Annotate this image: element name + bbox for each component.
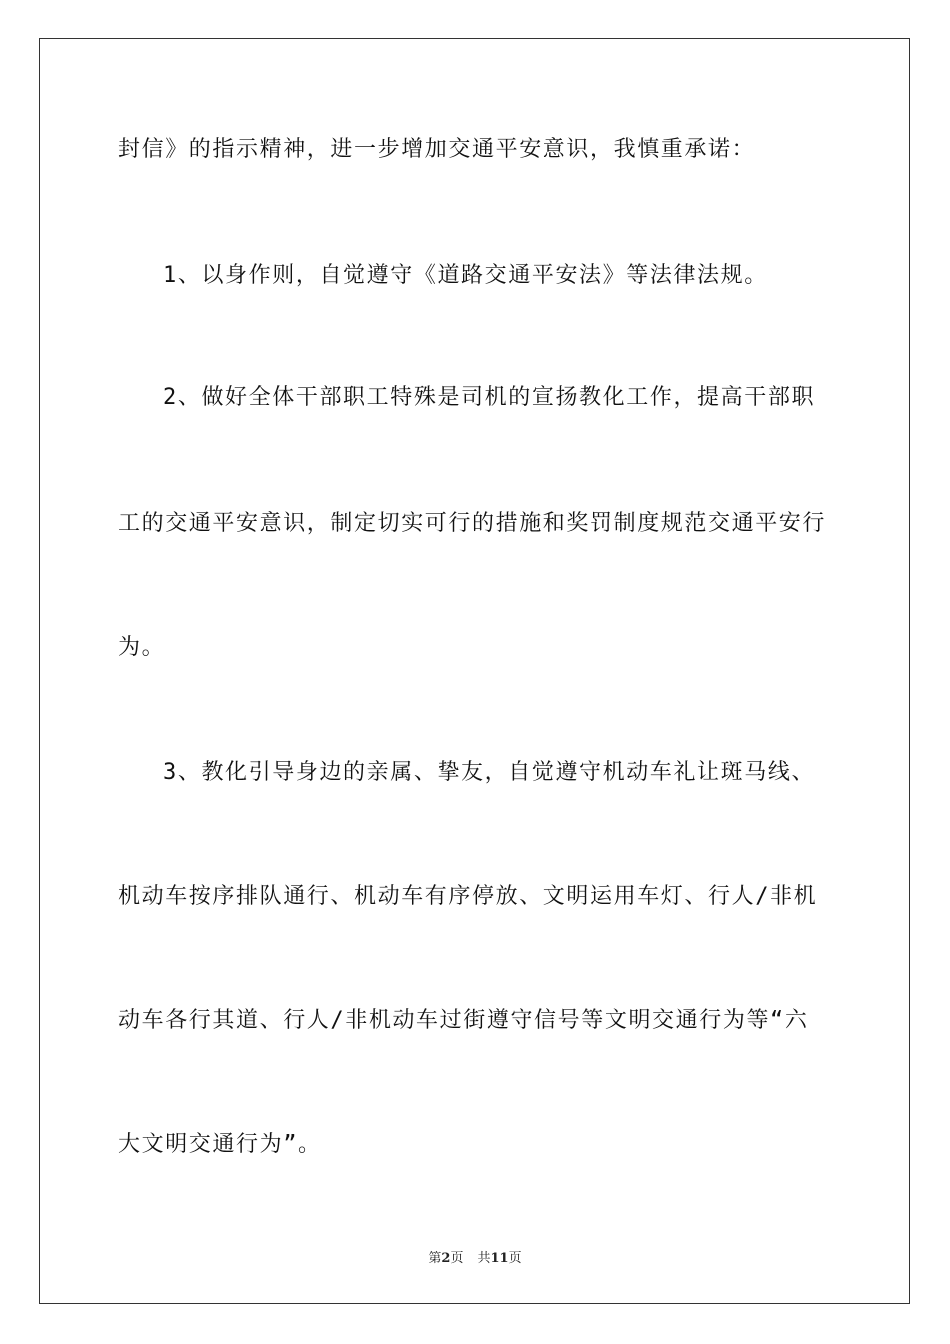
text-line-3: 2、做好全体干部职工特殊是司机的宣扬教化工作，提高干部职 xyxy=(163,385,816,410)
page-footer xyxy=(0,1247,950,1266)
footer-page-number: 2 xyxy=(441,1251,451,1266)
footer-total-prefix: 共 xyxy=(477,1251,491,1266)
page-frame xyxy=(39,38,910,1304)
text-line-4: 工的交通平安意识，制定切实可行的措施和奖罚制度规范交通平安行 xyxy=(118,511,827,536)
text-line-8: 动车各行其道、行人/非机动车过街遵守信号等文明交通行为等“六 xyxy=(118,1008,809,1033)
footer-total-suffix: 页 xyxy=(508,1251,522,1266)
text-line-5: 为。 xyxy=(118,635,166,660)
footer-page-prefix: 第 xyxy=(428,1251,442,1266)
footer-page-suffix: 页 xyxy=(450,1251,464,1266)
text-line-9: 大文明交通行为”。 xyxy=(118,1132,322,1157)
footer-total-pages: 11 xyxy=(490,1251,509,1266)
text-line-6: 3、教化引导身边的亲属、挚友，自觉遵守机动车礼让斑马线、 xyxy=(163,760,816,785)
text-line-1: 封信》的指示精神，进一步增加交通平安意识，我慎重承诺： xyxy=(118,137,756,162)
text-line-2: 1、以身作则，自觉遵守《道路交通平安法》等法律法规。 xyxy=(163,263,768,288)
text-line-7: 机动车按序排队通行、机动车有序停放、文明运用车灯、行人/非机 xyxy=(118,884,818,909)
